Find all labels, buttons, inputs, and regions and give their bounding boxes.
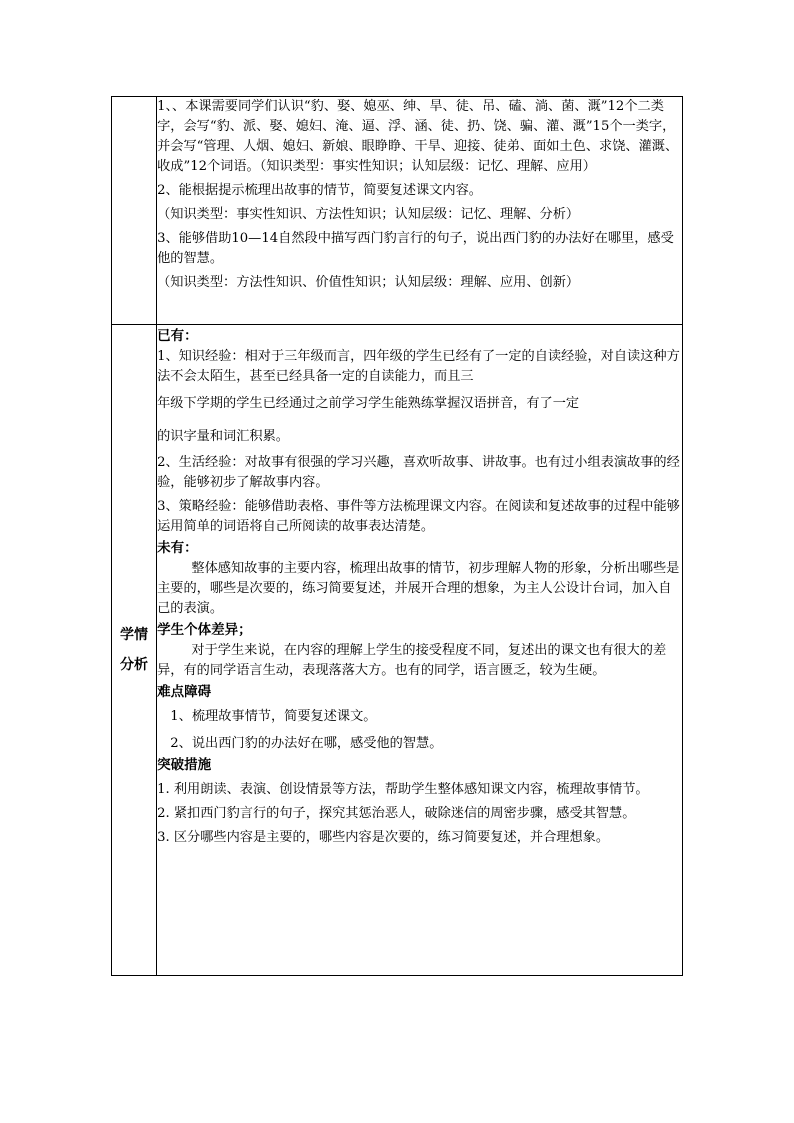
measures-heading: 突破措施 [157,757,212,773]
existing-life: 2、生活经验：对故事有很强的学习兴趣，喜欢听故事、讲故事。也有过小组表演故事的经验，能够初步了解故事内容。 [157,455,680,490]
analysis-label-line1: 学情 [120,627,149,643]
missing-heading: 未有： [157,540,198,556]
goal-item-1: 1、、本课需要同学们认识“豹、娶、媳巫、绅、旱、徒、吊、磕、淌、菌、溉”12个二类字，会写“豹、派、娶、媳妇、淹、逼、浮、涵、徒、扔、饶、骗、灌、溉”15个一类字，并会写“管理、人烟、媳妇、新娘、眼睁睁、干旱、迎接、徒弟、面如土色、求饶、灌溉、收成”12个词语。（知识类型：事实性知识；认知层级：记忆、理解、应用） [157,99,679,174]
measures-item-1: 1. 利用朗读、表演、创设情景等方法，帮助学生整体感知课文内容，梳理故事情节。 [157,782,649,797]
existing-heading: 已有： [157,328,198,344]
diff-text: 对于学生来说，在内容的理解上学生的接受程度不同，复述出的课文也有很大的差异，有的同学语言生动，表现落落大方。也有的同学，语言匮乏，较为生硬。 [157,643,667,678]
goals-row [112,97,683,325]
goal-item-3: 3、能够借助10—14自然段中描写西门豹言行的句子，说出西门豹的办法好在哪里，感受他的智慧。 [157,231,674,266]
measures-item-3: 3. 区分哪些内容是主要的，哪些内容是次要的，练习简要复述，并合理想象。 [157,830,610,845]
existing-knowledge-b: 年级下学期的学生已经通过之前学习学生能熟练掌握汉语拼音，有了一定 [157,396,580,411]
lesson-plan-table [111,96,683,976]
analysis-label-line2: 分析 [120,657,149,673]
missing-text: 整体感知故事的主要内容，梳理出故事的情节，初步理解人物的形象，分析出哪些是主要的，哪些是次要的，练习简要复述，并展开合理的想象，为主人公设计台词，加入自己的表演。 [157,561,680,616]
existing-strategy: 3、策略经验：能够借助表格、事件等方法梳理课文内容。在阅读和复述故事的过程中能够运用简单的词语将自己所阅读的故事表达清楚。 [157,499,680,534]
goal-item-2: 2、能根据提示梳理出故事的情节，简要复述课文内容。 [157,183,482,198]
existing-knowledge-c: 的识字量和词汇积累。 [157,429,289,444]
difficulty-heading: 难点障碍 [157,684,212,700]
diff-heading: 学生个体差异； [157,622,252,638]
goals-content-cell [157,97,683,325]
goal-item-3-note: （知识类型：方法性知识、价值性知识；认知层级：理解、应用、创新） [157,275,580,290]
goals-label-cell [112,97,157,325]
difficulty-item-1: 1、梳理故事情节，简要复述课文。 [170,709,377,724]
analysis-label-cell [112,325,157,976]
analysis-content-cell [157,325,683,976]
goal-item-2-note: （知识类型：事实性知识、方法性知识；认知层级：记忆、理解、分析） [157,207,580,222]
analysis-row [112,325,683,976]
measures-item-2: 2. 紧扣西门豹言行的句子，探究其惩治恶人，破除迷信的周密步骤，感受其智慧。 [157,806,636,821]
existing-knowledge-a: 1、知识经验：相对于三年级而言，四年级的学生已经有了一定的自读经验，对自读这种方法不会太陌生，甚至已经具备一定的自读能力，而且三 [157,349,680,384]
difficulty-item-2: 2、说出西门豹的办法好在哪，感受他的智慧。 [170,736,443,751]
